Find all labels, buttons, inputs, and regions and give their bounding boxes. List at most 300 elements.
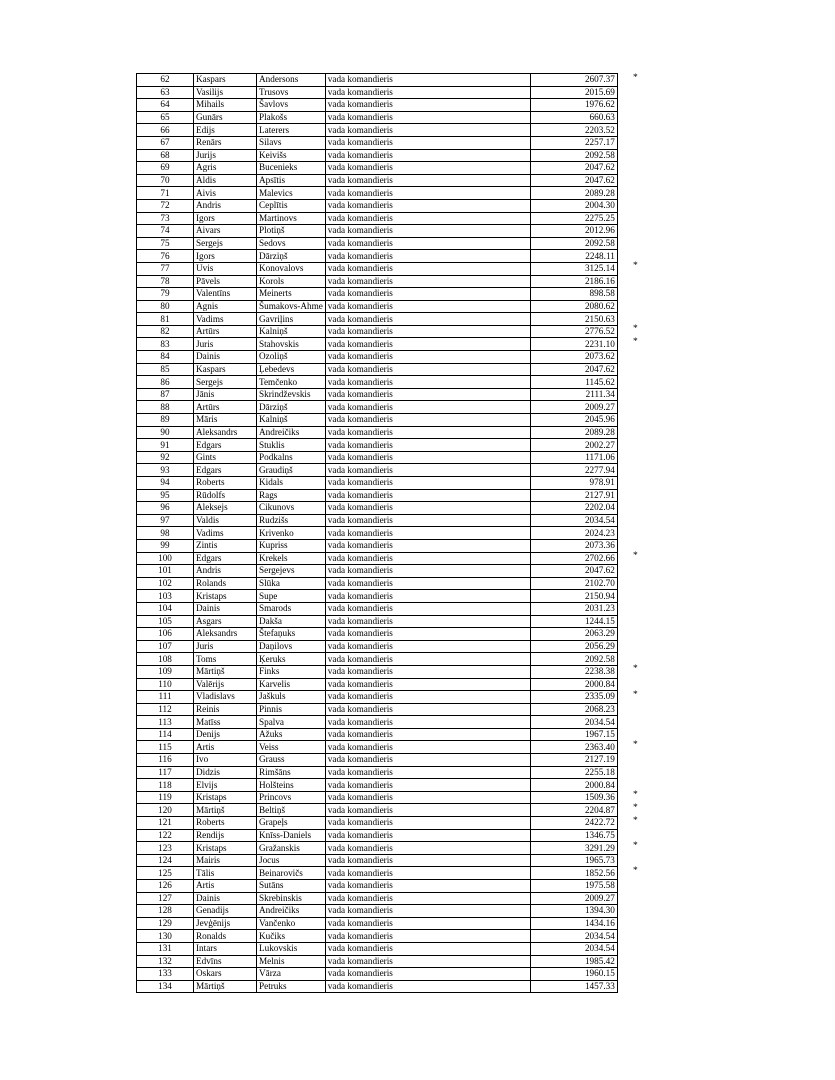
amount-cell: 2092.58 xyxy=(530,653,617,666)
table-row xyxy=(137,791,618,804)
last-name-cell: Finks xyxy=(257,665,326,678)
amount-cell: 2127.91 xyxy=(530,489,617,502)
position-cell: vada komandieris xyxy=(325,527,530,540)
first-name-cell: Aivis xyxy=(194,187,257,200)
last-name-cell: Ceplītis xyxy=(257,199,326,212)
last-name-cell: Dakša xyxy=(257,615,326,628)
first-name-cell: Mārtiņš xyxy=(194,980,257,993)
table-row xyxy=(137,514,618,527)
row-number-cell: 123 xyxy=(137,842,194,855)
row-number-cell: 99 xyxy=(137,539,194,552)
table-row xyxy=(137,754,618,767)
row-number-cell: 86 xyxy=(137,376,194,389)
first-name-cell: Tālis xyxy=(194,867,257,880)
first-name-cell: Rolands xyxy=(194,577,257,590)
first-name-cell: Agnis xyxy=(194,300,257,313)
position-cell: vada komandieris xyxy=(325,653,530,666)
table-row xyxy=(137,388,618,401)
table-row xyxy=(137,174,618,187)
amount-cell: 1852.56 xyxy=(530,867,617,880)
table-row xyxy=(137,351,618,364)
table-row xyxy=(137,313,618,326)
row-number-cell: 132 xyxy=(137,955,194,968)
row-number-cell: 100 xyxy=(137,552,194,565)
last-name-cell: Andreičiks xyxy=(257,905,326,918)
first-name-cell: Asgars xyxy=(194,615,257,628)
last-name-cell: Andreičiks xyxy=(257,426,326,439)
table-row xyxy=(137,741,618,754)
position-cell: vada komandieris xyxy=(325,212,530,225)
amount-cell: 1960.15 xyxy=(530,968,617,981)
row-number-cell: 76 xyxy=(137,250,194,263)
first-name-cell: Roberts xyxy=(194,477,257,490)
first-name-cell: Kristaps xyxy=(194,842,257,855)
asterisk-marker: * xyxy=(633,815,638,826)
row-number-cell: 112 xyxy=(137,703,194,716)
last-name-cell: Karvelis xyxy=(257,678,326,691)
row-number-cell: 97 xyxy=(137,514,194,527)
asterisk-marker: * xyxy=(633,324,638,335)
last-name-cell: Krekels xyxy=(257,552,326,565)
table-row xyxy=(137,338,618,351)
asterisk-marker: * xyxy=(633,551,638,562)
amount-cell: 1171.06 xyxy=(530,451,617,464)
first-name-cell: Aleksandrs xyxy=(194,426,257,439)
amount-cell: 2111.34 xyxy=(530,388,617,401)
row-number-cell: 91 xyxy=(137,439,194,452)
amount-cell: 2047.62 xyxy=(530,174,617,187)
amount-cell: 2073.36 xyxy=(530,539,617,552)
row-number-cell: 82 xyxy=(137,325,194,338)
row-number-cell: 115 xyxy=(137,741,194,754)
amount-cell: 2238.38 xyxy=(530,665,617,678)
last-name-cell: Bucenieks xyxy=(257,162,326,175)
last-name-cell: Supe xyxy=(257,590,326,603)
table-row xyxy=(137,565,618,578)
amount-cell: 2335.09 xyxy=(530,691,617,704)
row-number-cell: 130 xyxy=(137,930,194,943)
asterisk-marker: * xyxy=(633,72,638,83)
amount-cell: 2047.62 xyxy=(530,565,617,578)
position-cell: vada komandieris xyxy=(325,502,530,515)
last-name-cell: Stuklis xyxy=(257,439,326,452)
amount-cell: 2047.62 xyxy=(530,363,617,376)
position-cell: vada komandieris xyxy=(325,942,530,955)
last-name-cell: Silavs xyxy=(257,136,326,149)
last-name-cell: Skrindževskis xyxy=(257,388,326,401)
amount-cell: 2231.10 xyxy=(530,338,617,351)
row-number-cell: 75 xyxy=(137,237,194,250)
position-cell: vada komandieris xyxy=(325,968,530,981)
first-name-cell: Andris xyxy=(194,199,257,212)
first-name-cell: Igors xyxy=(194,250,257,263)
table-row xyxy=(137,136,618,149)
amount-cell: 978.91 xyxy=(530,477,617,490)
amount-cell: 2363.40 xyxy=(530,741,617,754)
last-name-cell: Pinnis xyxy=(257,703,326,716)
amount-cell: 2248.11 xyxy=(530,250,617,263)
table-row xyxy=(137,502,618,515)
last-name-cell: Šumakovs-Ahme xyxy=(257,300,326,313)
table-row xyxy=(137,628,618,641)
position-cell: vada komandieris xyxy=(325,565,530,578)
position-cell: vada komandieris xyxy=(325,426,530,439)
amount-cell: 1509.36 xyxy=(530,791,617,804)
table-row xyxy=(137,237,618,250)
last-name-cell: Apsītis xyxy=(257,174,326,187)
first-name-cell: Māris xyxy=(194,414,257,427)
first-name-cell: Rūdolfs xyxy=(194,489,257,502)
table-row xyxy=(137,577,618,590)
position-cell: vada komandieris xyxy=(325,602,530,615)
asterisk-marker: * xyxy=(633,865,638,876)
table-row xyxy=(137,930,618,943)
first-name-cell: Ivo xyxy=(194,754,257,767)
table-row xyxy=(137,804,618,817)
first-name-cell: Aldis xyxy=(194,174,257,187)
asterisk-marker: * xyxy=(633,261,638,272)
position-cell: vada komandieris xyxy=(325,489,530,502)
first-name-cell: Jurijs xyxy=(194,149,257,162)
position-cell: vada komandieris xyxy=(325,199,530,212)
first-name-cell: Valdis xyxy=(194,514,257,527)
row-number-cell: 105 xyxy=(137,615,194,628)
asterisk-marker: * xyxy=(633,336,638,347)
amount-cell: 2034.54 xyxy=(530,942,617,955)
amount-cell: 1985.42 xyxy=(530,955,617,968)
amount-cell: 1975.58 xyxy=(530,880,617,893)
last-name-cell: Dārziņš xyxy=(257,250,326,263)
first-name-cell: Elvijs xyxy=(194,779,257,792)
row-number-cell: 107 xyxy=(137,640,194,653)
position-cell: vada komandieris xyxy=(325,338,530,351)
last-name-cell: Sedovs xyxy=(257,237,326,250)
first-name-cell: Mihails xyxy=(194,99,257,112)
row-number-cell: 87 xyxy=(137,388,194,401)
last-name-cell: Sergejevs xyxy=(257,565,326,578)
last-name-cell: Gavriļins xyxy=(257,313,326,326)
position-cell: vada komandieris xyxy=(325,414,530,427)
last-name-cell: Martinovs xyxy=(257,212,326,225)
row-number-cell: 119 xyxy=(137,791,194,804)
position-cell: vada komandieris xyxy=(325,892,530,905)
amount-cell: 2000.84 xyxy=(530,779,617,792)
table-row xyxy=(137,363,618,376)
table-row xyxy=(137,817,618,830)
table-row xyxy=(137,149,618,162)
amount-cell: 1394.30 xyxy=(530,905,617,918)
first-name-cell: Reinis xyxy=(194,703,257,716)
last-name-cell: Vančenko xyxy=(257,917,326,930)
first-name-cell: Kristaps xyxy=(194,590,257,603)
table-row xyxy=(137,653,618,666)
first-name-cell: Agris xyxy=(194,162,257,175)
position-cell: vada komandieris xyxy=(325,187,530,200)
first-name-cell: Edgars xyxy=(194,439,257,452)
row-number-cell: 84 xyxy=(137,351,194,364)
amount-cell: 2422.72 xyxy=(530,817,617,830)
row-number-cell: 95 xyxy=(137,489,194,502)
last-name-cell: Ķeruks xyxy=(257,653,326,666)
last-name-cell: Slūka xyxy=(257,577,326,590)
table-row xyxy=(137,86,618,99)
position-cell: vada komandieris xyxy=(325,514,530,527)
row-number-cell: 109 xyxy=(137,665,194,678)
table-row xyxy=(137,691,618,704)
first-name-cell: Aleksejs xyxy=(194,502,257,515)
row-number-cell: 81 xyxy=(137,313,194,326)
position-cell: vada komandieris xyxy=(325,313,530,326)
first-name-cell: Sergejs xyxy=(194,237,257,250)
position-cell: vada komandieris xyxy=(325,149,530,162)
first-name-cell: Genadijs xyxy=(194,905,257,918)
first-name-cell: Kaspars xyxy=(194,74,257,87)
amount-cell: 2056.29 xyxy=(530,640,617,653)
row-number-cell: 129 xyxy=(137,917,194,930)
row-number-cell: 133 xyxy=(137,968,194,981)
table-row xyxy=(137,376,618,389)
last-name-cell: Ļebedevs xyxy=(257,363,326,376)
table-row xyxy=(137,325,618,338)
table-row xyxy=(137,829,618,842)
position-cell: vada komandieris xyxy=(325,741,530,754)
position-cell: vada komandieris xyxy=(325,300,530,313)
last-name-cell: Rudzišs xyxy=(257,514,326,527)
first-name-cell: Denijs xyxy=(194,728,257,741)
first-name-cell: Roberts xyxy=(194,817,257,830)
position-cell: vada komandieris xyxy=(325,917,530,930)
row-number-cell: 72 xyxy=(137,199,194,212)
last-name-cell: Knīss-Daniels xyxy=(257,829,326,842)
table-row xyxy=(137,426,618,439)
row-number-cell: 92 xyxy=(137,451,194,464)
row-number-cell: 111 xyxy=(137,691,194,704)
row-number-cell: 121 xyxy=(137,817,194,830)
row-number-cell: 118 xyxy=(137,779,194,792)
amount-cell: 2009.27 xyxy=(530,892,617,905)
amount-cell: 1434.16 xyxy=(530,917,617,930)
amount-cell: 2047.62 xyxy=(530,162,617,175)
position-cell: vada komandieris xyxy=(325,325,530,338)
amount-cell: 2073.62 xyxy=(530,351,617,364)
position-cell: vada komandieris xyxy=(325,829,530,842)
table-row xyxy=(137,703,618,716)
last-name-cell: Beinarovičs xyxy=(257,867,326,880)
position-cell: vada komandieris xyxy=(325,111,530,124)
table-row xyxy=(137,414,618,427)
position-cell: vada komandieris xyxy=(325,980,530,993)
position-cell: vada komandieris xyxy=(325,955,530,968)
last-name-cell: Šavlovs xyxy=(257,99,326,112)
table-row xyxy=(137,527,618,540)
first-name-cell: Edvīns xyxy=(194,955,257,968)
amount-cell: 2068.23 xyxy=(530,703,617,716)
position-cell: vada komandieris xyxy=(325,577,530,590)
asterisk-marker: * xyxy=(633,802,638,813)
amount-cell: 2034.54 xyxy=(530,514,617,527)
amount-cell: 2080.62 xyxy=(530,300,617,313)
table-row xyxy=(137,401,618,414)
row-number-cell: 128 xyxy=(137,905,194,918)
row-number-cell: 134 xyxy=(137,980,194,993)
row-number-cell: 103 xyxy=(137,590,194,603)
table-row xyxy=(137,187,618,200)
table-row xyxy=(137,942,618,955)
last-name-cell: Plotiņš xyxy=(257,225,326,238)
first-name-cell: Artūrs xyxy=(194,325,257,338)
amount-cell: 2607.37 xyxy=(530,74,617,87)
row-number-cell: 106 xyxy=(137,628,194,641)
table-row xyxy=(137,602,618,615)
position-cell: vada komandieris xyxy=(325,275,530,288)
last-name-cell: Trusovs xyxy=(257,86,326,99)
table-row xyxy=(137,678,618,691)
amount-cell: 2277.94 xyxy=(530,464,617,477)
last-name-cell: Temčenko xyxy=(257,376,326,389)
position-cell: vada komandieris xyxy=(325,678,530,691)
last-name-cell: Smarods xyxy=(257,602,326,615)
last-name-cell: Stahovskis xyxy=(257,338,326,351)
position-cell: vada komandieris xyxy=(325,665,530,678)
first-name-cell: Uvis xyxy=(194,262,257,275)
last-name-cell: Gražanskis xyxy=(257,842,326,855)
amount-cell: 2009.27 xyxy=(530,401,617,414)
table-row xyxy=(137,477,618,490)
table-row xyxy=(137,728,618,741)
last-name-cell: Krivenko xyxy=(257,527,326,540)
last-name-cell: Laterers xyxy=(257,124,326,137)
personnel-table xyxy=(136,73,618,993)
amount-cell: 1965.73 xyxy=(530,854,617,867)
position-cell: vada komandieris xyxy=(325,237,530,250)
row-number-cell: 124 xyxy=(137,854,194,867)
table-row xyxy=(137,615,618,628)
first-name-cell: Aivars xyxy=(194,225,257,238)
first-name-cell: Valentīns xyxy=(194,288,257,301)
row-number-cell: 98 xyxy=(137,527,194,540)
position-cell: vada komandieris xyxy=(325,351,530,364)
last-name-cell: Petruks xyxy=(257,980,326,993)
table-row xyxy=(137,716,618,729)
table-row xyxy=(137,111,618,124)
position-cell: vada komandieris xyxy=(325,288,530,301)
table-body xyxy=(137,74,618,993)
position-cell: vada komandieris xyxy=(325,250,530,263)
amount-cell: 2063.29 xyxy=(530,628,617,641)
row-number-cell: 113 xyxy=(137,716,194,729)
amount-cell: 2002.27 xyxy=(530,439,617,452)
table-row xyxy=(137,640,618,653)
table-row xyxy=(137,854,618,867)
amount-cell: 1967.15 xyxy=(530,728,617,741)
last-name-cell: Kalniņš xyxy=(257,414,326,427)
first-name-cell: Artis xyxy=(194,741,257,754)
table-row xyxy=(137,968,618,981)
position-cell: vada komandieris xyxy=(325,779,530,792)
table-row xyxy=(137,275,618,288)
row-number-cell: 68 xyxy=(137,149,194,162)
last-name-cell: Keivišs xyxy=(257,149,326,162)
first-name-cell: Renārs xyxy=(194,136,257,149)
first-name-cell: Valērijs xyxy=(194,678,257,691)
last-name-cell: Kupriss xyxy=(257,539,326,552)
position-cell: vada komandieris xyxy=(325,590,530,603)
first-name-cell: Zintis xyxy=(194,539,257,552)
last-name-cell: Kidals xyxy=(257,477,326,490)
position-cell: vada komandieris xyxy=(325,174,530,187)
last-name-cell: Veiss xyxy=(257,741,326,754)
last-name-cell: Malevics xyxy=(257,187,326,200)
row-number-cell: 85 xyxy=(137,363,194,376)
first-name-cell: Mārtiņš xyxy=(194,665,257,678)
amount-cell: 3291.29 xyxy=(530,842,617,855)
position-cell: vada komandieris xyxy=(325,74,530,87)
amount-cell: 2089.28 xyxy=(530,187,617,200)
amount-cell: 2202.04 xyxy=(530,502,617,515)
row-number-cell: 120 xyxy=(137,804,194,817)
table-row xyxy=(137,124,618,137)
position-cell: vada komandieris xyxy=(325,804,530,817)
row-number-cell: 94 xyxy=(137,477,194,490)
amount-cell: 660.63 xyxy=(530,111,617,124)
position-cell: vada komandieris xyxy=(325,86,530,99)
row-number-cell: 96 xyxy=(137,502,194,515)
table-row xyxy=(137,439,618,452)
table-row xyxy=(137,892,618,905)
row-number-cell: 63 xyxy=(137,86,194,99)
amount-cell: 2092.58 xyxy=(530,149,617,162)
first-name-cell: Toms xyxy=(194,653,257,666)
position-cell: vada komandieris xyxy=(325,615,530,628)
table-row xyxy=(137,590,618,603)
last-name-cell: Daņilovs xyxy=(257,640,326,653)
last-name-cell: Skrebinskis xyxy=(257,892,326,905)
row-number-cell: 122 xyxy=(137,829,194,842)
last-name-cell: Lukovskis xyxy=(257,942,326,955)
table-row xyxy=(137,451,618,464)
last-name-cell: Andersons xyxy=(257,74,326,87)
position-cell: vada komandieris xyxy=(325,363,530,376)
table-row xyxy=(137,262,618,275)
last-name-cell: Rags xyxy=(257,489,326,502)
row-number-cell: 88 xyxy=(137,401,194,414)
first-name-cell: Kristaps xyxy=(194,791,257,804)
row-number-cell: 102 xyxy=(137,577,194,590)
last-name-cell: Grauss xyxy=(257,754,326,767)
row-number-cell: 90 xyxy=(137,426,194,439)
position-cell: vada komandieris xyxy=(325,262,530,275)
asterisk-marker: * xyxy=(633,790,638,801)
table-row xyxy=(137,880,618,893)
table-row xyxy=(137,288,618,301)
row-number-cell: 116 xyxy=(137,754,194,767)
row-number-cell: 66 xyxy=(137,124,194,137)
amount-cell: 1976.62 xyxy=(530,99,617,112)
row-number-cell: 126 xyxy=(137,880,194,893)
amount-cell: 1346.75 xyxy=(530,829,617,842)
position-cell: vada komandieris xyxy=(325,867,530,880)
last-name-cell: Spalva xyxy=(257,716,326,729)
first-name-cell: Rendijs xyxy=(194,829,257,842)
last-name-cell: Cikunovs xyxy=(257,502,326,515)
first-name-cell: Pāvels xyxy=(194,275,257,288)
amount-cell: 2204.87 xyxy=(530,804,617,817)
row-number-cell: 114 xyxy=(137,728,194,741)
asterisk-marker: * xyxy=(633,739,638,750)
table-row xyxy=(137,917,618,930)
first-name-cell: Sergejs xyxy=(194,376,257,389)
position-cell: vada komandieris xyxy=(325,628,530,641)
